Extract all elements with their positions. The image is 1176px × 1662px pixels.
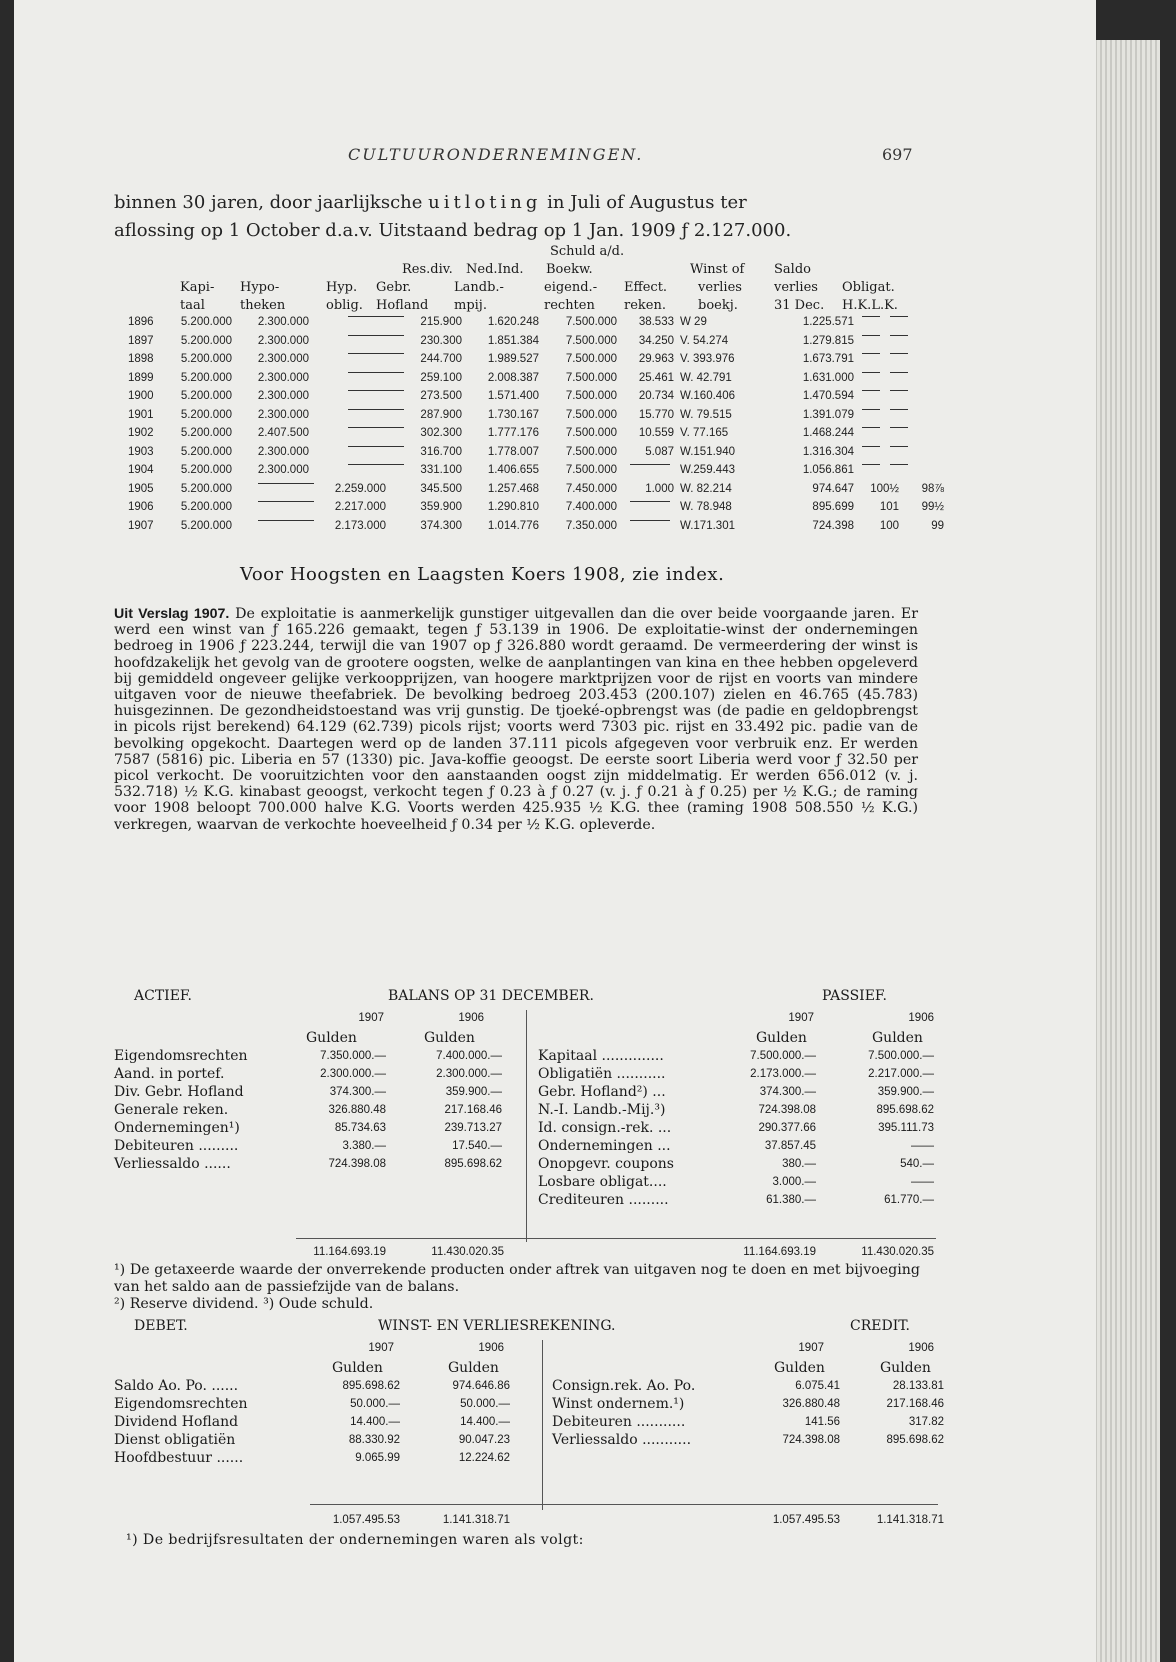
history-cell-r6-c8: V. 77.165 [680, 427, 729, 439]
pnl-total-left-a: 1.057.495.53 [332, 1514, 400, 1526]
balance-assets-label-1: Aand. in portef. [114, 1066, 225, 1082]
history-cell-r0-c7: 38.533 [638, 316, 674, 328]
page-number: 697 [882, 145, 913, 164]
history-col-header-b-7: boekj. [698, 298, 738, 313]
history-cell-r2-c7: 29.963 [638, 353, 674, 365]
history-cell-r4-c5: 1.571.400 [487, 390, 539, 402]
history-cell-r1-c9: 1.279.815 [802, 334, 854, 347]
history-cell-r7-c8: W.151.940 [680, 445, 735, 458]
balance-liabilities-label-6: Onopgevr. coupons [538, 1156, 674, 1172]
pnl-center-title: WINST- EN VERLIESREKENING. [378, 1318, 616, 1334]
history-dash-r3-c3 [348, 372, 404, 382]
history-header-schuld: Schuld a/d. [550, 244, 625, 259]
pnl-debit-value-a-1: 50.000.— [350, 1398, 400, 1410]
history-cell-r2-c6: 7.500.000 [565, 353, 617, 365]
history-header-top-0: Res.div. [402, 262, 453, 277]
history-dash-r2-c11 [890, 353, 908, 363]
history-cell-r8-c4: 331.100 [420, 464, 462, 476]
history-col-header-b-2: oblig. [326, 298, 363, 313]
history-cell-r1-c4: 230.300 [420, 334, 462, 347]
history-cell-r8-c0: 1904 [128, 464, 154, 476]
balance-assets-value-b-4: 239.713.27 [444, 1122, 502, 1134]
history-cell-r0-c6: 7.500.000 [565, 316, 617, 328]
balance-note-1: ¹) De getaxeerde waarde der onverrekende producten onder aftrek van uitgaven nog te doen en met bijvoeging van het saldo aan de passiefzijde van de balans. [114, 1262, 920, 1295]
history-cell-r3-c5: 2.008.387 [487, 371, 539, 384]
pnl-credit-value-b-2: 317.82 [908, 1416, 944, 1428]
history-cell-r10-c8: W. 78.948 [680, 501, 732, 513]
balance-liabilities-label-3: N.-I. Landb.-Mij.³) [538, 1102, 666, 1118]
history-cell-r2-c2: 2.300.000 [257, 353, 309, 365]
history-dash-r8-c11 [890, 464, 908, 474]
history-cell-r5-c0: 1901 [128, 408, 154, 421]
pnl-debit-value-b-0: 974.646.86 [452, 1380, 510, 1392]
history-cell-r9-c10: 100½ [870, 482, 899, 495]
history-cell-r0-c0: 1896 [128, 316, 154, 328]
history-cell-r2-c4: 244.700 [420, 353, 462, 365]
history-dash-r3-c10 [862, 372, 880, 382]
history-cell-r11-c4: 374.300 [420, 519, 462, 532]
history-cell-r7-c9: 1.316.304 [802, 445, 854, 458]
report-lead: Uit Verslag 1907. [114, 606, 230, 622]
balance-assets-label-5: Debiteuren ......... [114, 1138, 239, 1154]
history-cell-r7-c0: 1903 [128, 445, 154, 458]
history-cell-r10-c5: 1.290.810 [487, 501, 539, 513]
pnl-total-left-b: 1.141.318.71 [442, 1514, 510, 1526]
history-cell-r7-c6: 7.500.000 [565, 445, 617, 458]
pnl-debit-value-b-2: 14.400.— [460, 1416, 510, 1428]
book-page-edges [1090, 40, 1160, 1662]
balance-liabilities-value-a-2: 374.300.— [759, 1086, 816, 1098]
history-cell-r5-c6: 7.500.000 [565, 408, 617, 421]
balance-assets-label-6: Verliessaldo ...... [114, 1156, 231, 1172]
running-header: CULTUURONDERNEMINGEN. [348, 145, 644, 164]
history-cell-r8-c2: 2.300.000 [257, 464, 309, 476]
history-col-header-b-5: rechten [544, 298, 595, 313]
history-cell-r5-c7: 15.770 [638, 408, 674, 421]
pnl-left-year-a: 1907 [368, 1342, 394, 1354]
history-cell-r3-c2: 2.300.000 [257, 371, 309, 384]
history-cell-r9-c5: 1.257.468 [487, 482, 539, 495]
history-cell-r4-c7: 20.734 [638, 390, 674, 402]
balance-assets-value-b-2: 359.900.— [445, 1086, 502, 1098]
balance-liabilities-value-b-2: 359.900.— [877, 1086, 934, 1098]
balance-liabilities-value-a-5: 37.857.45 [764, 1140, 816, 1152]
history-cell-r9-c3: 2.259.000 [334, 482, 386, 495]
pnl-left-unit-b: Gulden [448, 1360, 499, 1376]
history-col-header-a-3: Gebr. [376, 280, 412, 295]
balance-liabilities-value-a-4: 290.377.66 [758, 1122, 816, 1134]
history-dash-r2-c10 [862, 353, 880, 363]
history-dash-r0-c10 [862, 316, 880, 326]
balance-assets-value-a-0: 7.350.000.— [320, 1050, 386, 1062]
history-cell-r0-c8: W 29 [680, 316, 707, 328]
pnl-debit-value-a-4: 9.065.99 [355, 1452, 400, 1464]
history-cell-r0-c9: 1.225.571 [802, 316, 854, 328]
history-cell-r0-c2: 2.300.000 [257, 316, 309, 328]
balance-right-unit-a: Gulden [756, 1030, 807, 1046]
history-cell-r1-c8: V. 54.274 [680, 334, 729, 347]
history-dash-r9-c2 [258, 483, 314, 493]
pnl-credit-value-b-0: 28.133.81 [892, 1380, 944, 1392]
balance-left-unit-b: Gulden [424, 1030, 475, 1046]
history-cell-r1-c1: 5.200.000 [180, 334, 232, 347]
balance-assets-value-a-2: 374.300.— [329, 1086, 386, 1098]
history-cell-r10-c9: 895.699 [812, 501, 854, 513]
balance-total-right-a: 11.164.693.19 [743, 1246, 816, 1258]
history-cell-r7-c7: 5.087 [645, 445, 674, 458]
history-cell-r0-c5: 1.620.248 [487, 316, 539, 328]
history-cell-r2-c1: 5.200.000 [180, 353, 232, 365]
history-cell-r9-c6: 7.450.000 [565, 482, 617, 495]
balance-assets-value-b-5: 17.540.— [452, 1140, 502, 1152]
history-dash-r3-c11 [890, 372, 908, 382]
history-dash-r0-c11 [890, 316, 908, 326]
pnl-credit-label-0: Consign.rek. Ao. Po. [552, 1378, 696, 1394]
history-dash-r11-c7 [630, 520, 670, 530]
balance-assets-label-3: Generale reken. [114, 1102, 229, 1118]
pnl-debit-value-a-3: 88.330.92 [348, 1434, 400, 1446]
history-col-header-b-1: theken [240, 298, 286, 313]
history-dash-r6-c11 [890, 427, 908, 437]
pnl-right-year-b: 1906 [908, 1342, 934, 1354]
balance-liabilities-label-1: Obligatiën ........... [538, 1066, 666, 1082]
pnl-debit-label-4: Hoofdbestuur ...... [114, 1450, 244, 1466]
history-cell-r9-c7: 1.000 [645, 482, 674, 495]
history-cell-r3-c4: 259.100 [420, 371, 462, 384]
history-cell-r5-c8: W. 79.515 [680, 408, 732, 421]
history-cell-r8-c1: 5.200.000 [180, 464, 232, 476]
history-cell-r8-c5: 1.406.655 [487, 464, 539, 476]
balance-assets-value-b-3: 217.168.46 [444, 1104, 502, 1116]
pnl-right-title: CREDIT. [850, 1318, 910, 1334]
history-col-header-b-0: taal [180, 298, 205, 313]
balance-liabilities-value-b-7: —— [911, 1176, 934, 1188]
history-dash-r4-c3 [348, 390, 404, 400]
history-cell-r9-c11: 98⅞ [921, 482, 944, 495]
balance-assets-value-a-5: 3.380.— [342, 1140, 386, 1152]
history-dash-r2-c3 [348, 353, 404, 363]
history-cell-r6-c4: 302.300 [420, 427, 462, 439]
pnl-total-right-a: 1.057.495.53 [772, 1514, 840, 1526]
balance-center-title: BALANS OP 31 DECEMBER. [388, 988, 594, 1004]
history-dash-r5-c3 [348, 409, 404, 419]
history-col-header-a-1: Hypo- [240, 280, 280, 295]
pnl-debit-value-a-2: 14.400.— [350, 1416, 400, 1428]
balance-total-left-b: 11.430.020.35 [431, 1246, 504, 1258]
balance-total-rule [296, 1238, 936, 1239]
history-cell-r1-c2: 2.300.000 [257, 334, 309, 347]
balance-left-year-b: 1906 [458, 1012, 484, 1024]
history-cell-r4-c0: 1900 [128, 390, 154, 402]
pnl-left-title: DEBET. [134, 1318, 188, 1334]
history-cell-r7-c1: 5.200.000 [180, 445, 232, 458]
history-cell-r0-c1: 5.200.000 [180, 316, 232, 328]
intro-line-1: binnen 30 jaren, door jaarlijksche uitloting in Juli of Augustus ter [114, 192, 747, 213]
history-cell-r7-c2: 2.300.000 [257, 445, 309, 458]
history-dash-r7-c3 [348, 446, 404, 456]
history-cell-r4-c2: 2.300.000 [257, 390, 309, 402]
history-cell-r4-c4: 273.500 [420, 390, 462, 402]
history-cell-r4-c6: 7.500.000 [565, 390, 617, 402]
history-dash-r4-c11 [890, 390, 908, 400]
history-col-header-a-6: Effect. [624, 280, 668, 295]
history-cell-r1-c5: 1.851.384 [487, 334, 539, 347]
balance-assets-value-a-1: 2.300.000.— [320, 1068, 386, 1080]
history-cell-r8-c8: W.259.443 [680, 464, 735, 476]
history-cell-r11-c3: 2.173.000 [334, 519, 386, 532]
book-page [14, 0, 1096, 1662]
history-cell-r11-c8: W.171.301 [680, 519, 735, 532]
pnl-total-right-b: 1.141.318.71 [876, 1514, 944, 1526]
history-cell-r5-c4: 287.900 [420, 408, 462, 421]
balance-liabilities-value-a-6: 380.— [782, 1158, 816, 1170]
balance-left-title: ACTIEF. [134, 988, 192, 1004]
history-cell-r10-c1: 5.200.000 [180, 501, 232, 513]
history-dash-r10-c7 [630, 501, 670, 511]
history-cell-r4-c1: 5.200.000 [180, 390, 232, 402]
history-cell-r9-c9: 974.647 [812, 482, 854, 495]
balance-assets-value-a-3: 326.880.48 [328, 1104, 386, 1116]
history-cell-r11-c5: 1.014.776 [487, 519, 539, 532]
balance-liabilities-value-b-1: 2.217.000.— [868, 1068, 934, 1080]
history-cell-r9-c1: 5.200.000 [180, 482, 232, 495]
balance-liabilities-label-0: Kapitaal .............. [538, 1048, 664, 1064]
pnl-left-unit-a: Gulden [332, 1360, 383, 1376]
pnl-credit-value-a-1: 326.880.48 [782, 1398, 840, 1410]
balance-liabilities-label-5: Ondernemingen ... [538, 1138, 671, 1154]
history-header-top-4: Saldo [774, 262, 811, 277]
history-col-header-a-0: Kapi- [180, 280, 215, 295]
history-cell-r11-c1: 5.200.000 [180, 519, 232, 532]
history-cell-r9-c8: W. 82.214 [680, 482, 732, 495]
balance-right-title: PASSIEF. [822, 988, 887, 1004]
balance-divider [526, 1010, 527, 1242]
balance-liabilities-value-b-5: —— [911, 1140, 934, 1152]
balance-liabilities-label-2: Gebr. Hofland²) ... [538, 1084, 666, 1100]
balance-note-2: ²) Reserve dividend. ³) Oude schuld. [114, 1296, 374, 1312]
pnl-debit-label-1: Eigendomsrechten [114, 1396, 248, 1412]
history-col-header-b-6: reken. [624, 298, 666, 313]
history-cell-r6-c9: 1.468.244 [802, 427, 854, 439]
history-cell-r11-c0: 1907 [128, 519, 154, 532]
history-cell-r9-c4: 345.500 [420, 482, 462, 495]
history-cell-r3-c9: 1.631.000 [802, 371, 854, 384]
history-cell-r10-c6: 7.400.000 [565, 501, 617, 513]
balance-assets-label-0: Eigendomsrechten [114, 1048, 248, 1064]
history-cell-r2-c5: 1.989.527 [487, 353, 539, 365]
history-cell-r2-c9: 1.673.791 [802, 353, 854, 365]
history-dash-r6-c10 [862, 427, 880, 437]
history-cell-r6-c2: 2.407.500 [257, 427, 309, 439]
history-col-header-a-4: Landb.- [454, 280, 504, 295]
history-dash-r4-c10 [862, 390, 880, 400]
balance-assets-value-b-0: 7.400.000.— [436, 1050, 502, 1062]
history-cell-r3-c6: 7.500.000 [565, 371, 617, 384]
history-cell-r10-c10: 101 [879, 501, 899, 513]
balance-liabilities-value-b-0: 7.500.000.— [868, 1050, 934, 1062]
history-header-top-2: Boekw. [546, 262, 593, 277]
history-col-header-a-9: Obligat. [842, 280, 895, 295]
history-cell-r2-c8: V. 393.976 [680, 353, 735, 365]
history-dash-r8-c10 [862, 464, 880, 474]
history-cell-r0-c4: 215.900 [420, 316, 462, 328]
pnl-debit-label-0: Saldo Ao. Po. ...... [114, 1378, 239, 1394]
history-cell-r5-c5: 1.730.167 [487, 408, 539, 421]
history-cell-r8-c9: 1.056.861 [802, 464, 854, 476]
report-paragraph [114, 606, 918, 833]
history-cell-r3-c0: 1899 [128, 371, 154, 384]
history-dash-r1-c10 [862, 335, 880, 345]
history-cell-r10-c4: 359.900 [420, 501, 462, 513]
history-dash-r7-c11 [890, 446, 908, 456]
history-cell-r8-c6: 7.500.000 [565, 464, 617, 476]
history-cell-r3-c8: W. 42.791 [680, 371, 732, 384]
pnl-divider [542, 1340, 543, 1510]
history-cell-r5-c1: 5.200.000 [180, 408, 232, 421]
history-col-header-b-8: 31 Dec. [774, 298, 825, 313]
pnl-total-rule [310, 1504, 938, 1505]
balance-liabilities-label-8: Crediteuren ......... [538, 1192, 669, 1208]
pnl-debit-value-b-4: 12.224.62 [458, 1452, 510, 1464]
history-cell-r1-c7: 34.250 [638, 334, 674, 347]
pnl-debit-label-3: Dienst obligatiën [114, 1432, 236, 1448]
balance-right-year-b: 1906 [908, 1012, 934, 1024]
pnl-credit-label-3: Verliessaldo ........... [552, 1432, 692, 1448]
balance-liabilities-label-4: Id. consign.-rek. ... [538, 1120, 672, 1136]
pnl-credit-value-b-1: 217.168.46 [886, 1398, 944, 1410]
balance-liabilities-value-b-4: 395.111.73 [878, 1122, 934, 1134]
history-dash-r10-c2 [258, 501, 314, 511]
history-cell-r6-c7: 10.559 [638, 427, 674, 439]
history-cell-r5-c9: 1.391.079 [802, 408, 854, 421]
history-dash-r1-c3 [348, 335, 404, 345]
balance-assets-value-b-6: 895.698.62 [444, 1158, 502, 1170]
balance-total-left-a: 11.164.693.19 [313, 1246, 386, 1258]
history-dash-r8-c7 [630, 464, 670, 474]
history-cell-r3-c7: 25.461 [638, 371, 674, 384]
balance-total-right-b: 11.430.020.35 [861, 1246, 934, 1258]
balance-right-unit-b: Gulden [872, 1030, 923, 1046]
history-cell-r7-c5: 1.778.007 [487, 445, 539, 458]
balance-liabilities-value-a-0: 7.500.000.— [750, 1050, 816, 1062]
pnl-debit-label-2: Dividend Hofland [114, 1414, 239, 1430]
pnl-right-unit-b: Gulden [880, 1360, 931, 1376]
history-col-header-b-9: H.K.L.K. [842, 298, 898, 313]
history-dash-r11-c2 [258, 520, 314, 530]
history-cell-r1-c0: 1897 [128, 334, 154, 347]
history-col-header-b-4: mpij. [454, 298, 487, 313]
history-dash-r1-c11 [890, 335, 908, 345]
pnl-debit-value-b-1: 50.000.— [460, 1398, 510, 1410]
balance-liabilities-value-a-1: 2.173.000.— [750, 1068, 816, 1080]
history-col-header-b-3: Hofland [376, 298, 429, 313]
history-cell-r6-c1: 5.200.000 [180, 427, 232, 439]
history-header-top-3: Winst of [690, 262, 745, 277]
history-cell-r9-c0: 1905 [128, 482, 154, 495]
history-dash-r6-c3 [348, 427, 404, 437]
history-cell-r6-c6: 7.500.000 [565, 427, 617, 439]
history-cell-r5-c2: 2.300.000 [257, 408, 309, 421]
balance-liabilities-value-a-8: 61.380.— [766, 1194, 816, 1206]
pnl-credit-value-a-2: 141.56 [804, 1416, 840, 1428]
pnl-right-unit-a: Gulden [774, 1360, 825, 1376]
history-cell-r10-c11: 99½ [921, 501, 944, 513]
balance-liabilities-value-b-8: 61.770.— [884, 1194, 934, 1206]
pnl-credit-label-1: Winst ondernem.¹) [552, 1396, 685, 1412]
history-cell-r6-c5: 1.777.176 [487, 427, 539, 439]
balance-liabilities-label-7: Losbare obligat.... [538, 1174, 667, 1190]
history-cell-r2-c0: 1898 [128, 353, 154, 365]
history-cell-r11-c9: 724.398 [812, 519, 854, 532]
history-header-top-1: Ned.Ind. [466, 262, 524, 277]
pnl-credit-value-a-0: 6.075.41 [795, 1380, 840, 1392]
history-footer: Voor Hoogsten en Laagsten Koers 1908, zie index. [240, 564, 725, 585]
balance-left-unit-a: Gulden [306, 1030, 357, 1046]
balance-right-year-a: 1907 [788, 1012, 814, 1024]
history-col-header-a-7: verlies [698, 280, 742, 295]
pnl-left-year-b: 1906 [478, 1342, 504, 1354]
history-cell-r3-c1: 5.200.000 [180, 371, 232, 384]
history-col-header-a-5: eigend.- [544, 280, 598, 295]
pnl-credit-value-a-3: 724.398.08 [782, 1434, 840, 1446]
pnl-right-year-a: 1907 [798, 1342, 824, 1354]
pnl-credit-label-2: Debiteuren ........... [552, 1414, 686, 1430]
pnl-debit-value-b-3: 90.047.23 [458, 1434, 510, 1446]
balance-assets-value-a-6: 724.398.08 [328, 1158, 386, 1170]
history-cell-r10-c0: 1906 [128, 501, 154, 513]
history-dash-r5-c10 [862, 409, 880, 419]
history-cell-r10-c3: 2.217.000 [334, 501, 386, 513]
history-cell-r1-c6: 7.500.000 [565, 334, 617, 347]
history-cell-r7-c4: 316.700 [420, 445, 462, 458]
balance-assets-value-b-1: 2.300.000.— [436, 1068, 502, 1080]
history-dash-r8-c3 [348, 464, 404, 474]
history-col-header-a-2: Hyp. [326, 280, 358, 295]
balance-assets-value-a-4: 85.734.63 [334, 1122, 386, 1134]
history-col-header-a-8: verlies [774, 280, 818, 295]
balance-assets-label-2: Div. Gebr. Hofland [114, 1084, 244, 1100]
balance-assets-label-4: Ondernemingen¹) [114, 1120, 240, 1136]
intro-line-2: aflossing op 1 October d.a.v. Uitstaand bedrag op 1 Jan. 1909 ƒ 2.127.000. [114, 220, 792, 241]
history-cell-r6-c0: 1902 [128, 427, 154, 439]
balance-liabilities-value-b-3: 895.698.62 [876, 1104, 934, 1116]
history-cell-r4-c9: 1.470.594 [802, 390, 854, 402]
pnl-credit-value-b-3: 895.698.62 [886, 1434, 944, 1446]
report-text: De exploitatie is aanmerkelijk gunstiger uitgevallen dan die over beide voorgaande jaren. Er werd een winst van ƒ 165.226 gemaakt, tegen ƒ 53.139 in 1906. De exploitatie-winst der ondernemingen bedroeg in 1906 ƒ 223.244, terwijl die van 1907 op ƒ 326.880 wordt geraamd. De vermeerdering der winst is hoofdzakelijk het gevolg van de grootere oogsten, welke de aanplantingen van kina en thee hebben opgeleverd bij gemiddeld ongeveer gelijke verkoopprijzen, van hoogere marktprijzen voor de rijst en voorts van mindere uitgaven voor de nieuwe theefabriek. De bevolking bedroeg 203.453 (200.107) zielen en 46.765 (45.783) huisgezinnen. De gezondheidstoestand was vrij gunstig. De tjoeké-opbrengst was (de padie en geldopbrengst in picols rijst berekend) 64.129 (62.739) picols rijst; voorts werd 7303 pic. rijst en 33.492 pic. padie van de bevolking opgekocht. Daartegen werd op de landen 37.111 picols afgegeven voor verbruik enz. Er werden 7587 (5816) pic. Liberia en 57 (1330) pic. Java-koffie geoogst. De eerste soort Liberia werd voor ƒ 32.50 per picol verkocht. De vooruitzichten voor den aanstaanden oogst zijn middelmatig. Er werden 656.012 (v. j. 532.718) ½ K.G. kinabast geoogst, verkocht tegen ƒ 0.23 à ƒ 0.27 (v. j. ƒ 0.21 à ƒ 0.25) per ½ K.G.; de raming voor 1908 beloopt 700.000 halve K.G. Voorts werden 425.935 ½ K.G. thee (raming 1908 508.550 ½ K.G.) verkregen, waarvan de verkochte hoeveelheid ƒ 0.34 per ½ K.G. opleverde. [114, 606, 918, 833]
balance-liabilities-value-a-7: 3.000.— [772, 1176, 816, 1188]
balance-left-year-a: 1907 [358, 1012, 384, 1024]
history-cell-r4-c8: W.160.406 [680, 390, 735, 402]
history-dash-r0-c3 [348, 316, 404, 326]
history-cell-r11-c10: 100 [879, 519, 899, 532]
balance-liabilities-value-a-3: 724.398.08 [758, 1104, 816, 1116]
pnl-note: ¹) De bedrijfsresultaten der ondernemingen waren als volgt: [126, 1532, 584, 1548]
pnl-debit-value-a-0: 895.698.62 [342, 1380, 400, 1392]
balance-liabilities-value-b-6: 540.— [900, 1158, 934, 1170]
history-cell-r11-c11: 99 [931, 519, 944, 532]
history-dash-r7-c10 [862, 446, 880, 456]
history-dash-r5-c11 [890, 409, 908, 419]
history-cell-r11-c6: 7.350.000 [565, 519, 617, 532]
